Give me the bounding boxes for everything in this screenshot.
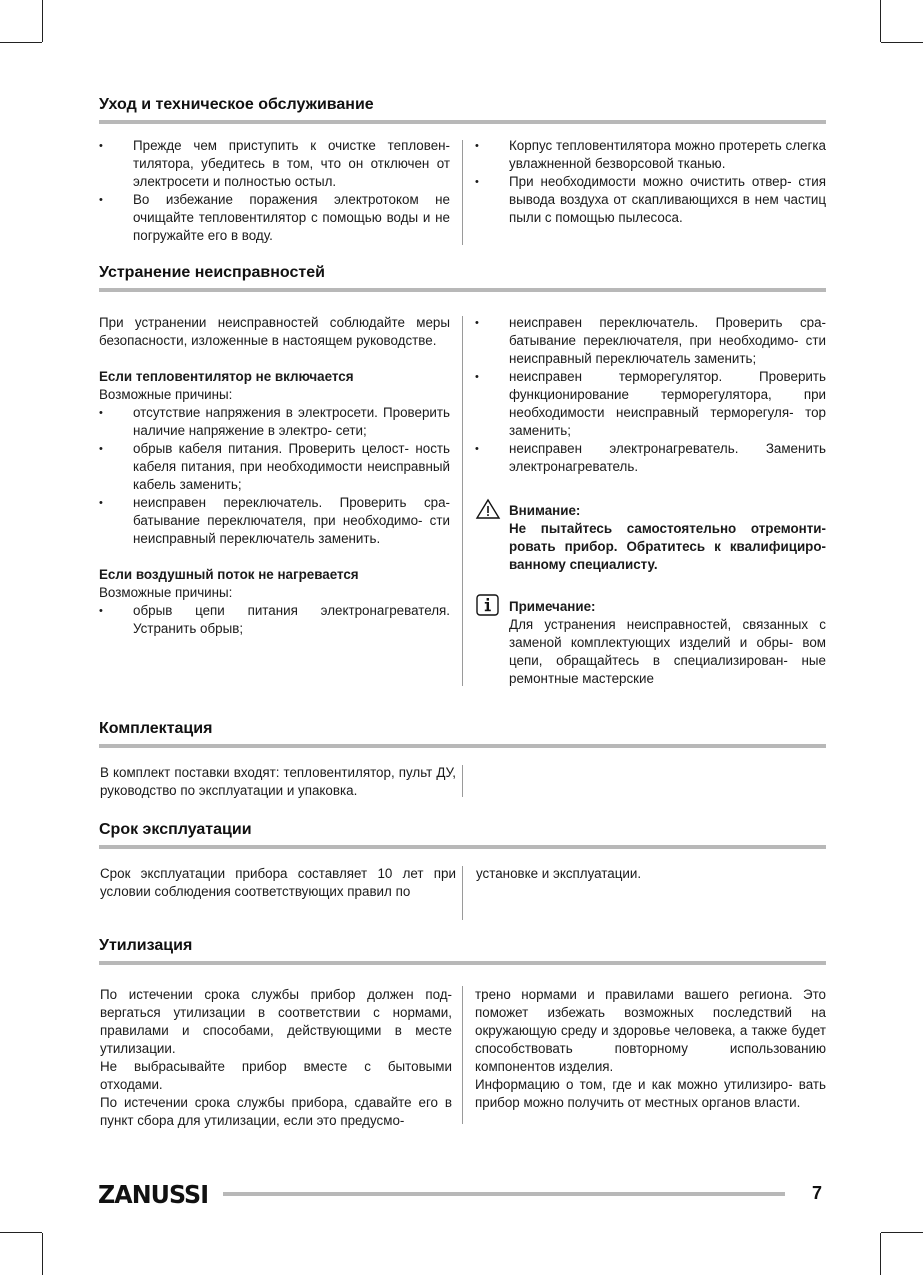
disposal-left-column	[100, 986, 452, 1130]
column-divider	[462, 140, 463, 245]
crop-mark	[881, 42, 923, 43]
disposal-paragraph: трено нормами и правилами вашего региона. Это поможет избежать возможных последствий на окружающую среду и здоровье человека, а также будет способствовать повторному использованию компонентов изделия.	[475, 987, 826, 1074]
disposal-paragraph: Информацию о том, где и как можно утилизиро- вать прибор можно получить от местных органов власти.	[475, 1077, 826, 1110]
note-text: Для устранения неисправностей, связанных с заменой комплектующих изделий и обры- вом цепи, обращайтесь в специализирован- ные ремонтные мастерские	[509, 617, 826, 686]
warning-notice	[475, 502, 826, 574]
case1-causes-label: Возможные причины:	[99, 387, 233, 402]
disposal-paragraph: По истечении срока службы прибора, сдавайте его в пункт сбора для утилизации, если это предусмо-	[100, 1095, 452, 1128]
section-title-disposal: Утилизация	[99, 937, 826, 965]
cause-bullet: • обрыв цепи питания электронагревателя. Устранить обрыв;	[99, 602, 450, 638]
footer-rule	[223, 1192, 785, 1196]
disposal-paragraph: По истечении срока службы прибор должен под- вергаться утилизации в соответствии с нормами, правилами и способами, действующими в месте утилизации.	[100, 987, 452, 1056]
warning-text: Не пытайтесь самостоятельно отремонти- ровать прибор. Обратитесь к квалифициро- ванному специалисту.	[509, 521, 826, 572]
cause-bullet: • неисправен переключатель. Проверить сра- батывание переключателя, при необходимо- сти неисправный переключатель заменить;	[475, 314, 826, 368]
lifetime-left-column	[100, 865, 456, 901]
cause-bullet: • отсутствие напряжения в электросети. Проверить наличие напряжение в электро- сети;	[99, 404, 450, 440]
crop-mark	[880, 0, 881, 42]
crop-mark	[0, 42, 42, 43]
column-divider	[462, 765, 463, 797]
disposal-right-column	[475, 986, 826, 1112]
crop-mark	[42, 0, 43, 42]
crop-mark	[881, 1232, 923, 1233]
lifetime-right-text: установке и эксплуатации.	[476, 866, 642, 881]
case2-causes-label: Возможные причины:	[99, 585, 233, 600]
cause-bullet: • неисправен терморегулятор. Проверить функционирование терморегулятора, при необходимости неисправный терморегуля- тор заменить;	[475, 368, 826, 440]
care-left-column	[99, 137, 450, 245]
contents-text: В комплект поставки входят: тепловентилятор, пульт ДУ, руководство по эксплуатации и упаковка.	[100, 765, 456, 798]
case1-heading: Если тепловентилятор не включается	[99, 369, 354, 384]
column-divider	[462, 866, 463, 920]
care-bullet: • Прежде чем приступить к очистке тепловен- тилятора, убедитесь в том, что он отключен от электросети и полностью остыл.	[99, 137, 450, 191]
crop-mark	[0, 1232, 42, 1233]
crop-mark	[42, 1233, 43, 1275]
cause-bullet: • неисправен электронагреватель. Заменить электронагреватель.	[475, 440, 826, 476]
crop-mark	[880, 1233, 881, 1275]
column-divider	[462, 316, 463, 686]
section-title-care: Уход и техническое обслуживание	[99, 96, 826, 124]
care-bullet: • Корпус тепловентилятора можно протереть слегка увлажненной безворсовой тканью.	[475, 137, 826, 173]
info-icon	[475, 594, 501, 616]
contents-left-column	[100, 764, 456, 800]
section-title-troubleshooting: Устранение неисправностей	[99, 264, 826, 292]
lifetime-right-column	[476, 865, 827, 883]
warning-heading: Внимание:	[509, 503, 581, 518]
section-title-contents: Комплектация	[99, 720, 826, 748]
care-right-column	[475, 137, 826, 227]
note-heading: Примечание:	[509, 599, 596, 614]
brand-logo: ZANUSSI	[98, 1180, 209, 1209]
care-bullet: • При необходимости можно очистить отвер- стия вывода воздуха от скапливающихся в нем частиц пыли с помощью пылесоса.	[475, 173, 826, 227]
disposal-paragraph: Не выбрасывайте прибор вместе с бытовыми отходами.	[100, 1059, 452, 1092]
cause-bullet: • неисправен переключатель. Проверить сра- батывание переключателя, при необходимо- сти неисправный переключатель заменить.	[99, 494, 450, 548]
cause-bullet: • обрыв кабеля питания. Проверить целост- ность кабеля питания, при необходимости неисправный кабель заменить;	[99, 440, 450, 494]
note-notice	[475, 598, 826, 688]
troubleshooting-left-column	[99, 314, 450, 638]
troubleshooting-intro: При устранении неисправностей соблюдайте меры безопасности, изложенные в настоящем руководстве.	[99, 315, 450, 348]
lifetime-left-text: Срок эксплуатации прибора составляет 10 лет при условии соблюдения соответствующих правил по	[100, 866, 456, 899]
case2-heading: Если воздушный поток не нагревается	[99, 567, 359, 582]
section-title-lifetime: Срок эксплуатации	[99, 821, 826, 849]
column-divider	[462, 986, 463, 1124]
troubleshooting-right-column	[475, 314, 826, 688]
page-number: 7	[812, 1183, 823, 1203]
care-bullet: • Во избежание поражения электротоком не очищайте тепловентилятор с помощью воды и не погружайте его в воду.	[99, 191, 450, 245]
warning-triangle-icon	[475, 498, 501, 520]
